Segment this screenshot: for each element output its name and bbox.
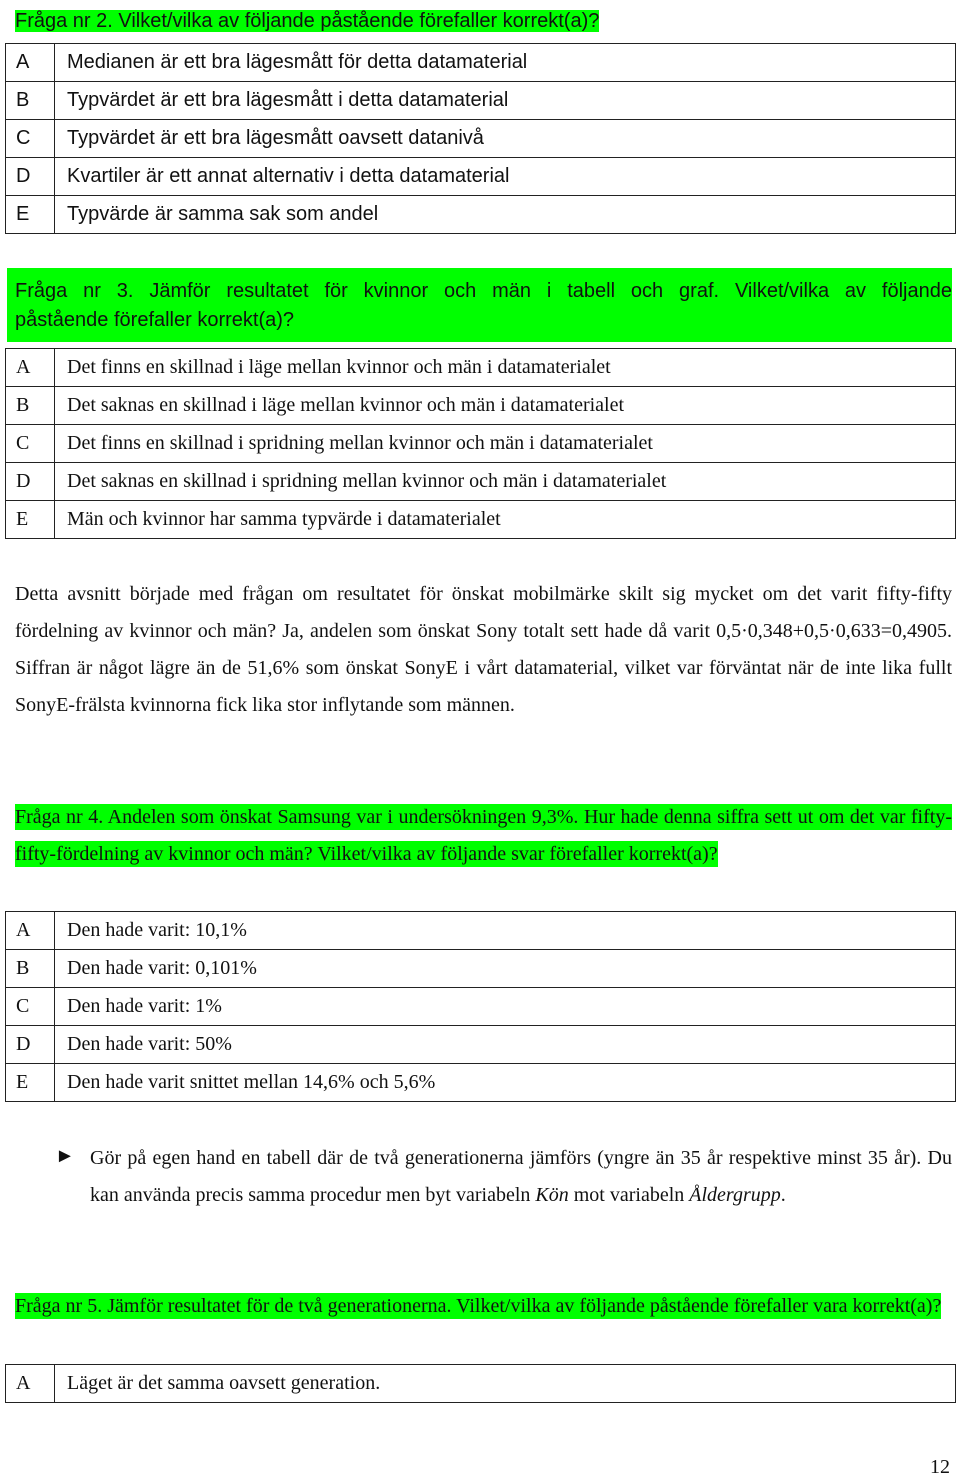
option-row bbox=[6, 425, 956, 463]
option-row bbox=[6, 196, 956, 234]
question-5-text: Fråga nr 5. Jämför resultatet för de två generationerna. Vilket/vilka av följande påstående förefaller vara korrekt(a)? bbox=[15, 1295, 942, 1317]
option-letter: A bbox=[6, 1365, 55, 1403]
option-text: Den hade varit: 50% bbox=[55, 1026, 956, 1064]
triangle-bullet-icon: ► bbox=[55, 1145, 75, 1167]
option-text: Den hade varit: 1% bbox=[55, 988, 956, 1026]
option-letter: B bbox=[6, 82, 55, 120]
option-letter: C bbox=[6, 988, 55, 1026]
option-text: Typvärdet är ett bra lägesmått i detta datamaterial bbox=[55, 82, 956, 120]
option-text: Typvärde är samma sak som andel bbox=[55, 196, 956, 234]
option-letter: D bbox=[6, 1026, 55, 1064]
option-text: Typvärdet är ett bra lägesmått oavsett datanivå bbox=[55, 120, 956, 158]
option-letter: A bbox=[6, 349, 55, 387]
option-text: Läget är det samma oavsett generation. bbox=[55, 1365, 956, 1403]
option-text: Medianen är ett bra lägesmått för detta datamaterial bbox=[55, 44, 956, 82]
option-text: Det finns en skillnad i spridning mellan kvinnor och män i datamaterialet bbox=[55, 425, 956, 463]
instruction-text bbox=[90, 1140, 952, 1214]
option-row bbox=[6, 1026, 956, 1064]
option-letter: B bbox=[6, 387, 55, 425]
instruction-text-end: . bbox=[780, 1184, 786, 1206]
option-row bbox=[6, 950, 956, 988]
option-row bbox=[6, 82, 956, 120]
option-row bbox=[6, 387, 956, 425]
option-text: Den hade varit: 10,1% bbox=[55, 912, 956, 950]
option-text: Den hade varit: 0,101% bbox=[55, 950, 956, 988]
variable-name-aldergrupp: Åldergrupp bbox=[689, 1184, 781, 1206]
option-letter: D bbox=[6, 463, 55, 501]
question-2-options bbox=[5, 43, 956, 234]
option-text: Det finns en skillnad i läge mellan kvinnor och män i datamaterialet bbox=[55, 349, 956, 387]
question-5-options bbox=[5, 1364, 956, 1403]
option-row bbox=[6, 463, 956, 501]
option-row bbox=[6, 44, 956, 82]
option-letter: A bbox=[6, 912, 55, 950]
option-text: Det saknas en skillnad i läge mellan kvinnor och män i datamaterialet bbox=[55, 387, 956, 425]
option-row bbox=[6, 158, 956, 196]
instruction-text-middle: mot variabeln bbox=[568, 1184, 690, 1206]
question-4-text: Fråga nr 4. Andelen som önskat Samsung var i undersökningen 9,3%. Hur hade denna siffra sett ut om det var fifty-fifty-fördelning av kvinnor och män? Vilket/vilka av följande svar förefaller korrekt(a)? bbox=[15, 806, 952, 865]
question-4-options bbox=[5, 911, 956, 1102]
option-row bbox=[6, 349, 956, 387]
question-3-line1: Fråga nr 3. Jämför resultatet för kvinnor och män i tabell och graf. Vilket/vilka av följande bbox=[15, 280, 952, 302]
option-row bbox=[6, 120, 956, 158]
option-letter: A bbox=[6, 44, 55, 82]
option-letter: D bbox=[6, 158, 55, 196]
option-letter: C bbox=[6, 425, 55, 463]
option-letter: E bbox=[6, 501, 55, 539]
body-paragraph: Detta avsnitt började med frågan om resultatet för önskat mobilmärke skilt sig mycket om det varit fifty-fifty fördelning av kvinnor och män? Ja, andelen som önskat Sony totalt sett hade då varit 0,5·0,348+0,5·0,633=0,4905. Siffran är något lägre än de 51,6% som önskat SonyE i vårt datamaterial, vilket var förväntat när de inte lika fullt SonyE-frälsta kvinnorna fick lika stor inflytande som männen. bbox=[15, 583, 952, 716]
option-row bbox=[6, 988, 956, 1026]
option-row bbox=[6, 1064, 956, 1102]
question-2 bbox=[15, 6, 599, 36]
option-text: Kvartiler är ett annat alternativ i detta datamaterial bbox=[55, 158, 956, 196]
question-2-text: Fråga nr 2. Vilket/vilka av följande påstående förefaller korrekt(a)? bbox=[15, 10, 600, 32]
option-row bbox=[6, 1365, 956, 1403]
option-text: Män och kvinnor har samma typvärde i datamaterialet bbox=[55, 501, 956, 539]
option-letter: E bbox=[6, 1064, 55, 1102]
option-letter: E bbox=[6, 196, 55, 234]
instruction-text-start: Gör på egen hand en tabell där de två generationerna jämförs (yngre än 35 år respektive minst 35 år). Du kan använda precis samma procedur men byt variabeln bbox=[90, 1147, 952, 1206]
question-4 bbox=[15, 799, 952, 873]
page-number: 12 bbox=[930, 1456, 950, 1478]
option-letter: B bbox=[6, 950, 55, 988]
option-row bbox=[6, 501, 956, 539]
variable-name-kon: Kön bbox=[535, 1184, 569, 1206]
question-5 bbox=[15, 1288, 952, 1325]
option-text: Det saknas en skillnad i spridning mellan kvinnor och män i datamaterialet bbox=[55, 463, 956, 501]
option-letter: C bbox=[6, 120, 55, 158]
question-3-line2: påstående förefaller korrekt(a)? bbox=[15, 309, 295, 331]
question-3-options bbox=[5, 348, 956, 539]
option-text: Den hade varit snittet mellan 14,6% och 5,6% bbox=[55, 1064, 956, 1102]
option-row bbox=[6, 912, 956, 950]
